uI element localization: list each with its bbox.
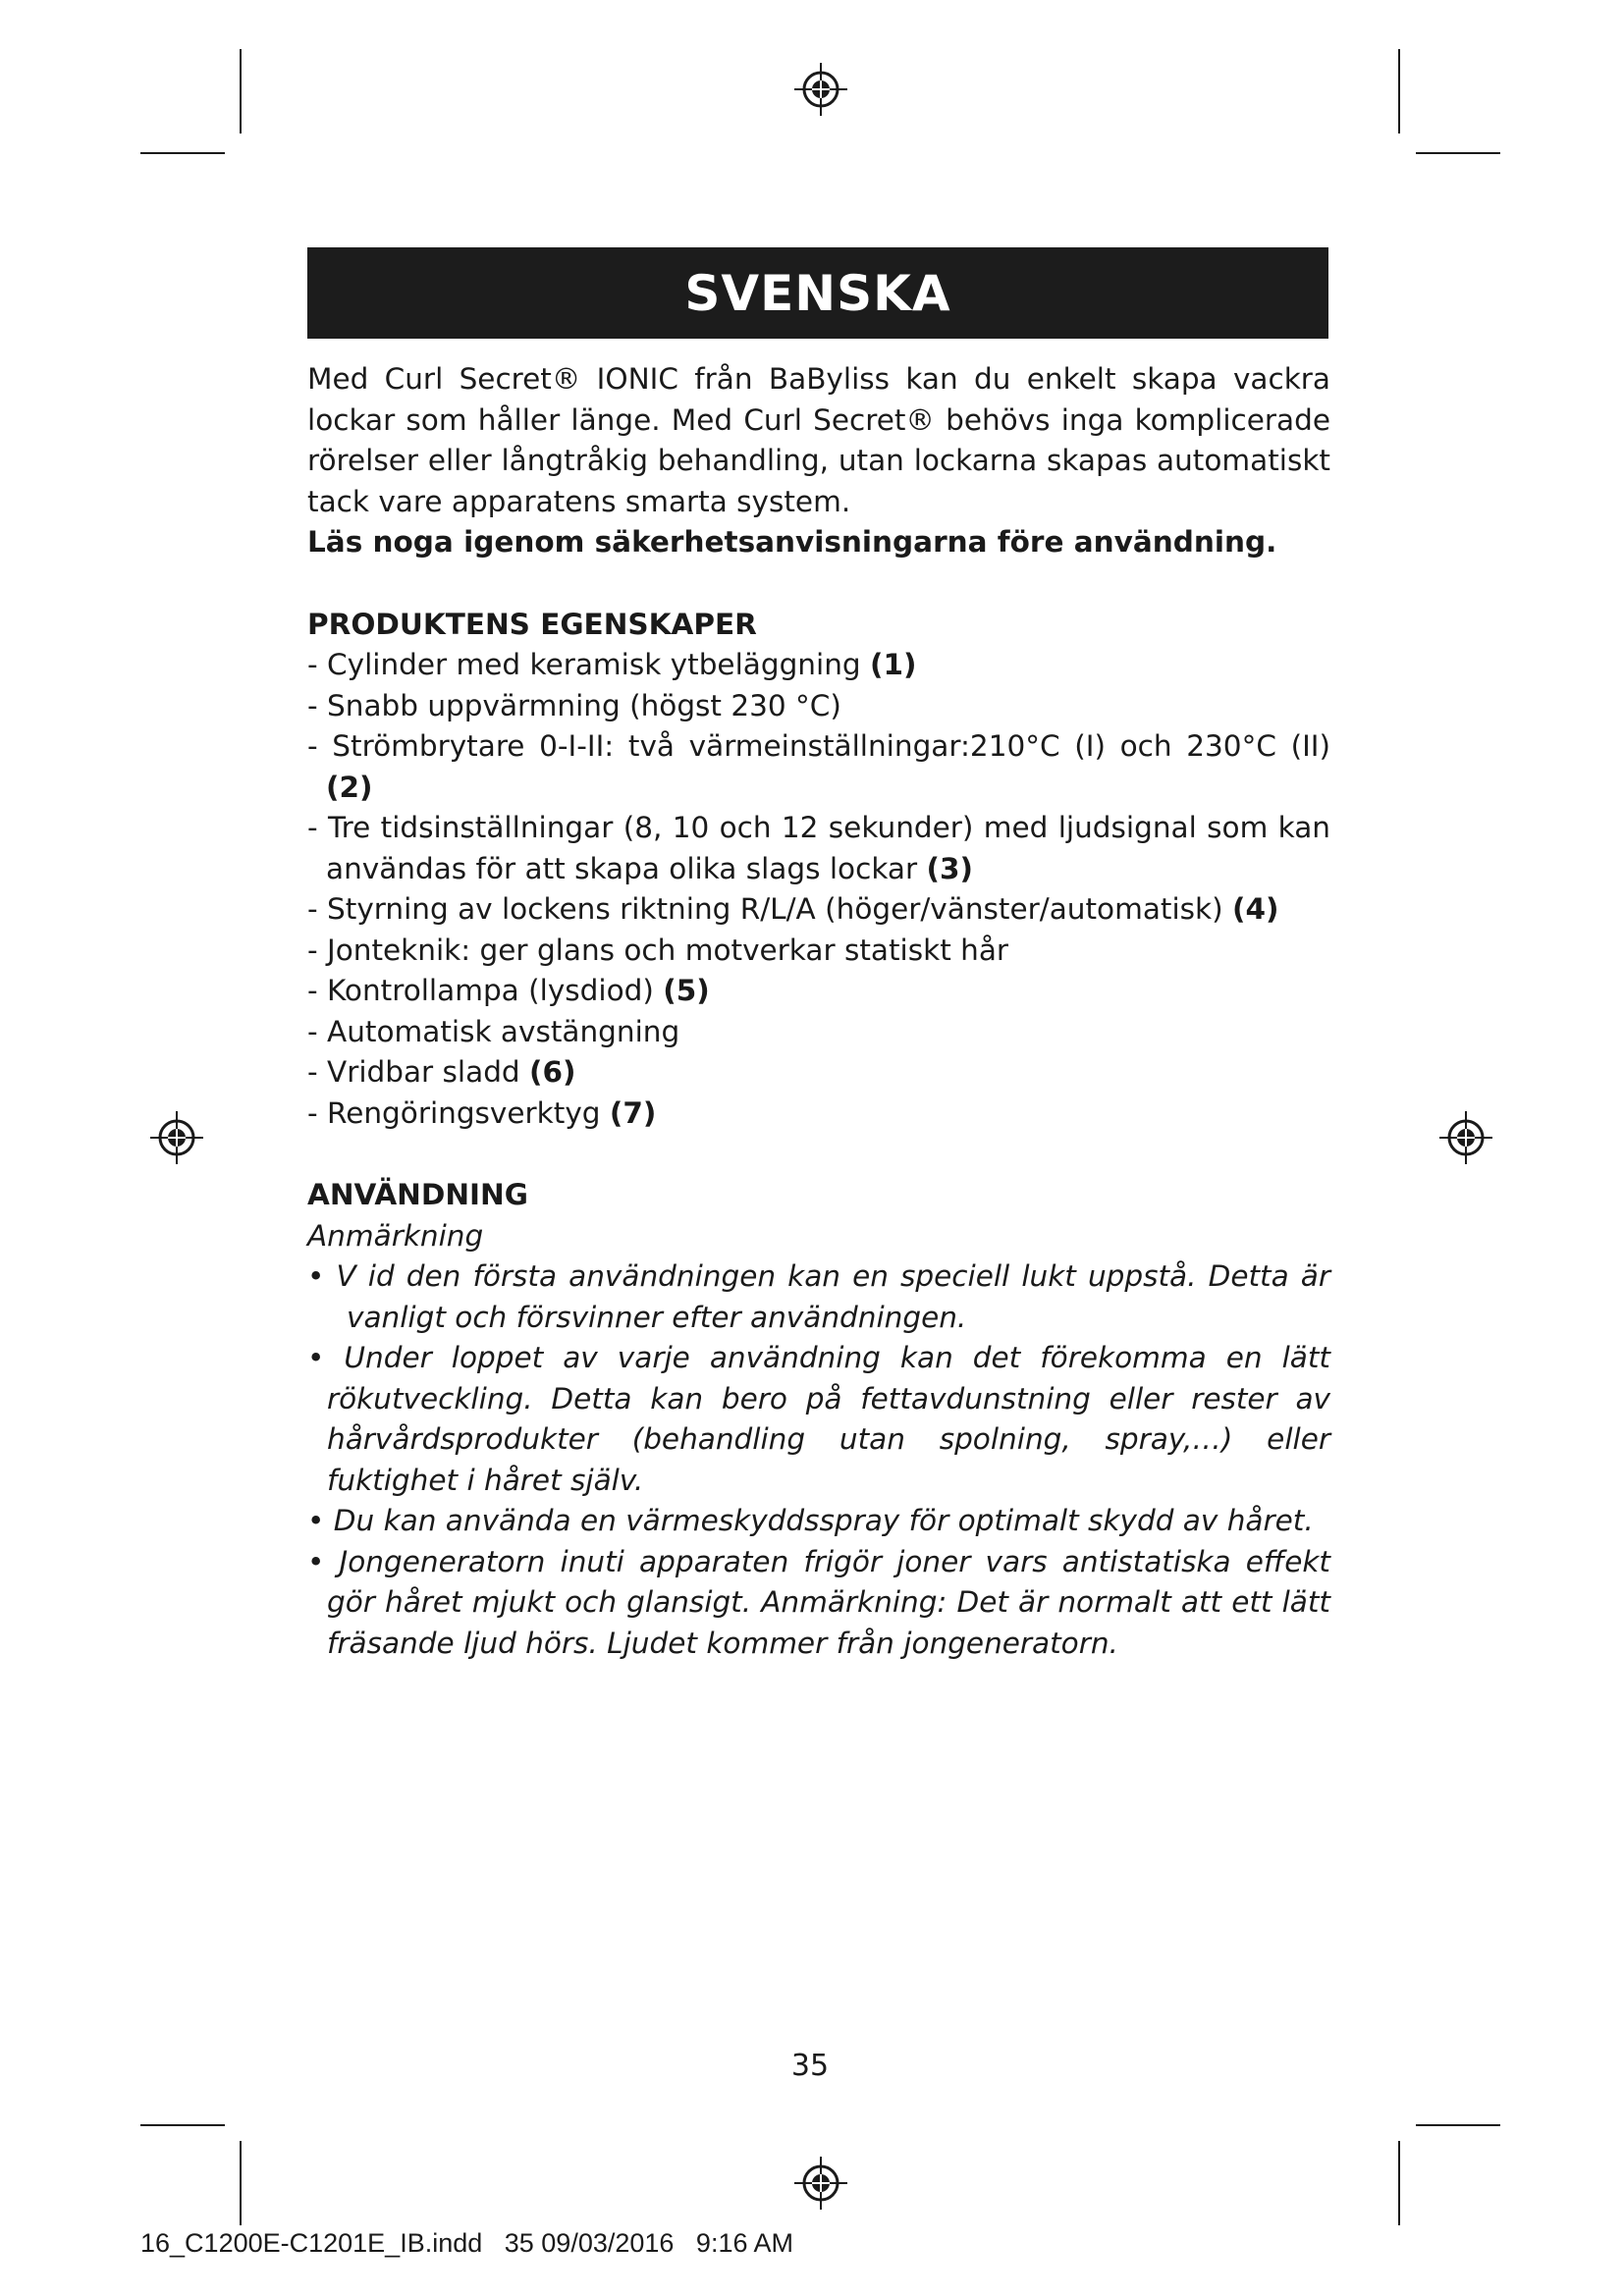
usage-note: • V id den första användningen kan en speciell lukt uppstå. Detta är vanligt och försvinner efter användningen. [307,1259,1330,1334]
feature-item: - Styrning av lockens riktning R/L/A (höger/vänster/automatisk) (4) [307,892,1279,926]
usage-notes [307,1256,1330,1664]
usage-note: • Under loppet av varje användning kan det förekomma en lätt rökutveckling. Detta kan bero på fettavdunstning eller rester av hårvårdsprodukter (behandling utan spolning, spray,…) eller fuktighet i håret själv. [307,1341,1330,1497]
note-label: Anmärkning [307,1218,484,1253]
features-heading: PRODUKTENS EGENSKAPER [307,607,757,641]
language-banner [307,247,1328,339]
usage-note: • Jongeneratorn inuti apparaten frigör joner vars antistatiska effekt gör håret mjukt och glansigt. Anmärkning: Det är normalt att ett lätt fräsande ljud hörs. Ljudet kommer från jongeneratorn. [307,1544,1330,1660]
page-number: 35 [790,2049,830,2083]
feature-item: - Kontrollampa (lysdiod) (5) [307,974,710,1007]
feature-item: - Rengöringsverktyg (7) [307,1095,657,1130]
print-slug: 16_C1200E-C1201E_IB.indd 35 09/03/2016 9:16 AM [140,2228,793,2258]
feature-item: - Cylinder med keramisk ytbeläggning (1) [307,648,917,681]
crop-mark-bottom-right-vertical [1398,2141,1400,2225]
crop-mark-bottom-left-vertical [240,2141,242,2225]
crop-mark-bottom-right-horizontal [1416,2124,1500,2126]
feature-item: - Tre tidsinställningar (8, 10 och 12 sekunder) med ljudsignal som kan användas för att skapa olika slags lockar (3) [307,811,1330,885]
crop-mark-top-left-horizontal [140,152,225,154]
crop-mark-top-left-vertical [240,49,242,133]
registration-mark-left-icon [148,1109,205,1166]
registration-mark-bottom-icon [792,2155,849,2212]
banner-title: SVENSKA [684,264,951,322]
crop-mark-bottom-left-horizontal [140,2124,225,2126]
feature-item: - Jonteknik: ger glans och motverkar statiskt hår [307,933,1009,967]
manual-content [307,359,1330,1664]
crop-mark-top-right-horizontal [1416,152,1500,154]
feature-item: - Strömbrytare 0-I-II: två värmeinställningar:210°C (I) och 230°C (II)(2) [307,729,1330,804]
registration-mark-right-icon [1437,1109,1494,1166]
crop-mark-top-right-vertical [1398,49,1400,133]
usage-heading: ANVÄNDNING [307,1178,528,1211]
feature-item: - Snabb uppvärmning (högst 230 °C) [307,688,841,722]
features-list [307,645,1330,1134]
registration-mark-top-icon [792,61,849,118]
feature-item: - Vridbar sladd (6) [307,1055,576,1089]
safety-warning: Läs noga igenom säkerhetsanvisningarna före användning. [307,525,1277,559]
usage-note: • Du kan använda en värmeskyddsspray för optimalt skydd av håret. [307,1504,1314,1537]
intro-paragraph: Med Curl Secret® IONIC från BaByliss kan du enkelt skapa vackra lockar som håller länge. Med Curl Secret® behövs inga komplicerade rörelser eller långtråkig behandling, utan lockarna skapas automatiskt tack vare apparatens smarta system. [307,362,1330,518]
feature-item: - Automatisk avstängning [307,1014,680,1048]
